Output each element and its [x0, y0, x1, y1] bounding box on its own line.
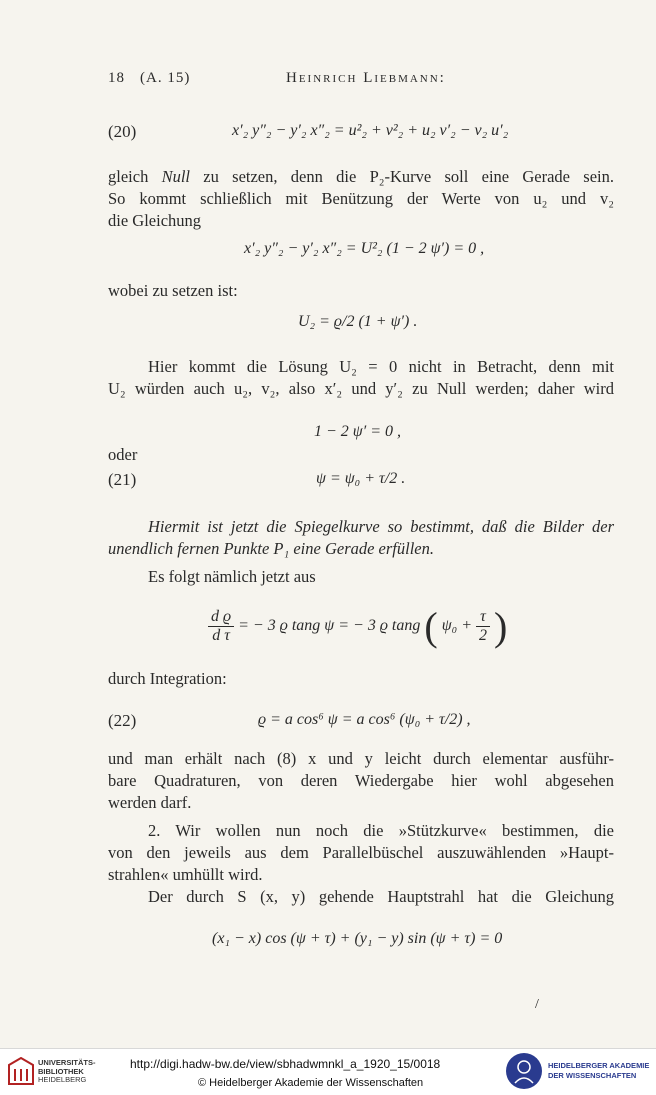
- viewer-footer: [0, 1048, 656, 1095]
- equation-inner: ψ₀ +: [441, 617, 472, 635]
- equation-d: [208, 603, 507, 650]
- paragraph-line: durch Integration:: [108, 669, 227, 688]
- paragraph-8: [108, 748, 614, 814]
- paragraph-10: [108, 886, 614, 908]
- paragraph-line: strahlen« umhüllt wird.: [108, 865, 263, 884]
- academy-logo-icon: [506, 1053, 542, 1089]
- paragraph-6: [108, 566, 614, 588]
- paragraph-line: werden darf.: [108, 793, 192, 812]
- equation-middle: = − 3 ϱ tang ψ = − 3 ϱ tang: [238, 617, 421, 635]
- fraction-denominator: d τ: [212, 627, 230, 644]
- paragraph-line: Der durch S (x, y) gehende Hauptstrahl hat die Gleichung: [148, 887, 614, 906]
- academy-name: HEIDELBERGER AKADEMIE DER WISSENSCHAFTEN: [548, 1061, 650, 1080]
- paragraph-2: [108, 280, 614, 302]
- equation-label-22: (22): [108, 711, 137, 730]
- running-title: Heinrich Liebmann:: [286, 70, 446, 86]
- paragraph-line: und man erhält nach (8) x und y leicht durch elementar ausführ-: [108, 749, 614, 768]
- university-library-logo-icon: [8, 1057, 34, 1085]
- fraction-tau-2: [476, 608, 490, 645]
- fraction-numerator: d ϱ: [208, 608, 234, 627]
- right-paren: ): [494, 604, 508, 649]
- equation-22: ϱ = a cos⁶ ψ = a cos⁶ (ψ₀ + τ/2) ,: [258, 711, 471, 728]
- equation-20: x′₂ y″₂ − y′₂ x″₂ = u²₂ + v²₂ + u₂ v′₂ − v₂ u′₂: [232, 122, 509, 139]
- fraction-drho-dtau: [208, 608, 234, 645]
- equation-21: ψ = ψ₀ + τ/2 .: [316, 470, 406, 487]
- fraction-denominator: 2: [479, 627, 487, 644]
- paragraph-5: [108, 516, 614, 560]
- paragraph-9: [108, 820, 614, 886]
- document-url-link[interactable]: http://digi.hadw-bw.de/view/sbhadwmnkl_a_1920_15/0018: [130, 1057, 441, 1071]
- paragraph-line: So kommt schließlich mit Benützung der Werte von u₂ und v₂: [108, 189, 614, 208]
- equation-e: (x₁ − x) cos (ψ + τ) + (y₁ − y) sin (ψ + τ) = 0: [212, 930, 503, 947]
- paragraph-line: Hier kommt die Lösung U₂ = 0 nicht in Betracht, denn mit: [148, 357, 614, 376]
- paragraph-line: unendlich fernen Punkte P₁ eine Gerade erfüllen.: [108, 539, 435, 558]
- fraction-numerator: τ: [476, 608, 490, 627]
- paragraph-line: gleich Null zu setzen, denn die P₂-Kurve soll eine Gerade sein.: [108, 167, 614, 186]
- paragraph-line: die Gleichung: [108, 211, 202, 230]
- equation-label-20: (20): [108, 122, 137, 141]
- section-ref: (A. 15): [140, 70, 191, 86]
- equation-a: x′₂ y″₂ − y′₂ x″₂ = U²₂ (1 − 2 ψ′) = 0 ,: [244, 240, 485, 257]
- paragraph-line: Es folgt nämlich jetzt aus: [148, 567, 316, 586]
- paragraph-line: von den jeweils aus dem Parallelbüschel auszuwählenden »Haupt-: [108, 843, 614, 862]
- copyright-notice: © Heidelberger Akademie der Wissenschaften: [198, 1077, 424, 1089]
- paragraph-3: [108, 356, 614, 400]
- paragraph-1: [108, 166, 614, 232]
- paragraph-line: bare Quadraturen, von deren Wiedergabe hier wohl abgesehen: [108, 771, 614, 790]
- left-paren: (: [424, 604, 438, 649]
- paragraph-4: [108, 444, 614, 466]
- paragraph-line: U₂ würden auch u₂, v₂, also x′₂ und y′₂ zu Null werden; daher wird: [108, 379, 614, 398]
- paragraph-line: 2. Wir wollen nun noch die »Stützkurve« bestimmen, die: [148, 821, 614, 840]
- equation-c: 1 − 2 ψ′ = 0 ,: [314, 423, 402, 440]
- equation-b: U₂ = ϱ/2 (1 + ψ′) .: [298, 313, 418, 330]
- paragraph-line: wobei zu setzen ist:: [108, 281, 238, 300]
- page-number: 18: [108, 70, 125, 86]
- paragraph-7: [108, 668, 614, 690]
- null-word: Null: [161, 167, 191, 186]
- stray-mark: /: [535, 997, 539, 1012]
- equation-label-21: (21): [108, 470, 137, 489]
- paragraph-line: oder: [108, 445, 138, 464]
- university-library-name: UNIVERSITÄTS- BIBLIOTHEK HEIDELBERG: [38, 1058, 96, 1084]
- paragraph-line: Hiermit ist jetzt die Spiegelkurve so bestimmt, daß die Bilder der: [148, 517, 614, 536]
